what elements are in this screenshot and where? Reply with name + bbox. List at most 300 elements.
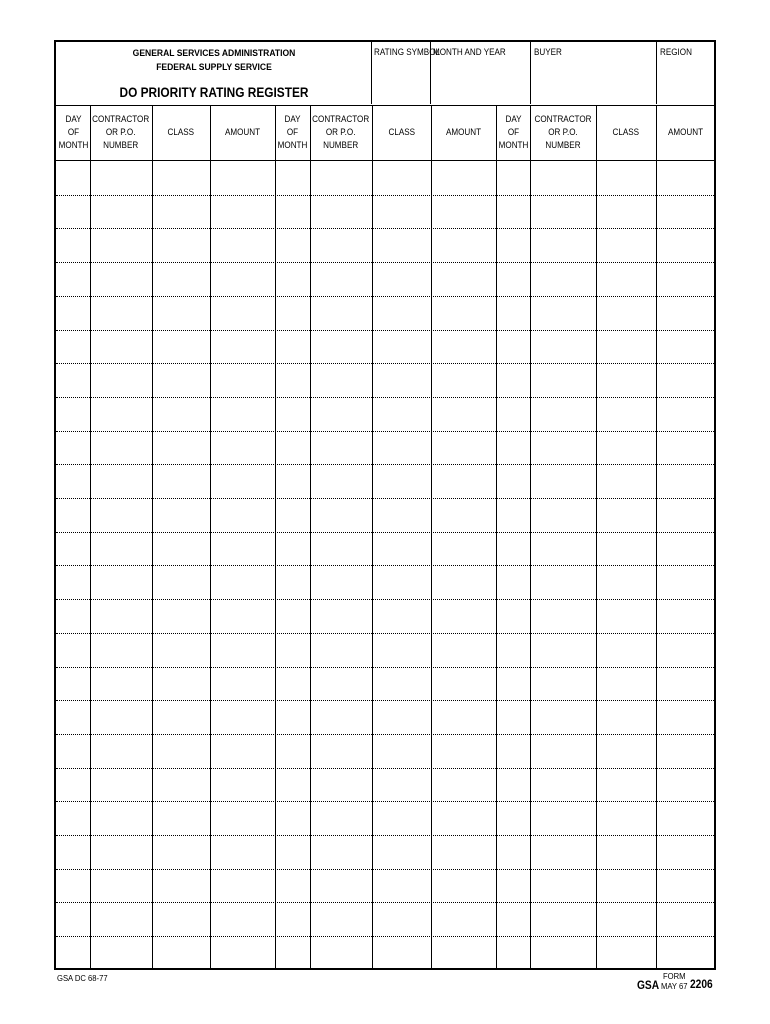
entry-cell-contractor[interactable] [90,801,152,835]
entry-cell-contractor[interactable] [530,431,596,465]
entry-cell-amount[interactable] [431,599,496,633]
column-header-text: MONTH [277,140,308,150]
entry-cell-contractor[interactable] [310,869,372,903]
entry-cell-contractor[interactable] [90,869,152,903]
entry-cell-class[interactable] [596,431,656,465]
entry-cell-class[interactable] [596,869,656,903]
entry-cell-contractor[interactable] [310,633,372,667]
column-header-day [275,106,310,159]
entry-cell-contractor[interactable] [310,330,372,364]
entry-cell-amount[interactable] [431,161,496,195]
month-year-field[interactable] [431,42,531,104]
entry-cell-contractor[interactable] [530,869,596,903]
entry-cell-amount[interactable] [656,869,714,903]
entry-cell-class[interactable] [596,565,656,599]
entry-cell-amount[interactable] [656,633,714,667]
entry-cell-contractor[interactable] [530,532,596,566]
entry-cell-class[interactable] [152,161,210,195]
entry-cell-class[interactable] [372,195,431,229]
entry-cell-day[interactable] [275,464,310,498]
entry-cell-class[interactable] [152,700,210,734]
document-code: GSA DC 68-77 [57,973,108,983]
entry-cell-class[interactable] [372,161,431,195]
entry-cell-amount[interactable] [656,835,714,869]
entry-cell-contractor[interactable] [310,363,372,397]
entry-cell-class[interactable] [372,700,431,734]
entry-cell-day[interactable] [56,633,90,667]
entry-cell-class[interactable] [152,296,210,330]
entry-cell-class[interactable] [372,734,431,768]
entry-cell-day[interactable] [56,498,90,532]
entry-cell-contractor[interactable] [310,228,372,262]
entry-cell-contractor[interactable] [530,700,596,734]
entry-cell-amount[interactable] [210,363,275,397]
entry-cell-day[interactable] [275,902,310,936]
entry-cell-day[interactable] [56,228,90,262]
entry-cell-class[interactable] [596,532,656,566]
entry-cell-amount[interactable] [656,431,714,465]
entry-cell-day[interactable] [496,161,530,195]
entry-cell-class[interactable] [152,565,210,599]
entry-cell-day[interactable] [56,397,90,431]
entry-cell-class[interactable] [596,633,656,667]
entry-cell-contractor[interactable] [530,161,596,195]
entry-cell-amount[interactable] [210,734,275,768]
entry-cell-class[interactable] [152,734,210,768]
entry-cell-class[interactable] [372,397,431,431]
entry-cell-amount[interactable] [656,801,714,835]
entry-cell-contractor[interactable] [530,768,596,802]
entry-cell-class[interactable] [596,599,656,633]
entry-cell-day[interactable] [56,768,90,802]
entry-cell-amount[interactable] [656,464,714,498]
entry-cell-day[interactable] [496,195,530,229]
entry-cell-day[interactable] [275,431,310,465]
entry-cell-amount[interactable] [431,768,496,802]
entry-cell-contractor[interactable] [530,633,596,667]
entry-cell-contractor[interactable] [90,228,152,262]
entry-cell-class[interactable] [152,599,210,633]
entry-cell-amount[interactable] [656,296,714,330]
entry-cell-class[interactable] [596,700,656,734]
entry-cell-class[interactable] [596,835,656,869]
entry-cell-day[interactable] [496,363,530,397]
entry-cell-amount[interactable] [656,262,714,296]
entry-cell-day[interactable] [56,296,90,330]
entry-cell-contractor[interactable] [90,195,152,229]
entry-cell-contractor[interactable] [90,161,152,195]
entry-cell-amount[interactable] [210,667,275,701]
entry-cell-day[interactable] [496,667,530,701]
entry-cell-day[interactable] [275,532,310,566]
entry-cell-class[interactable] [152,532,210,566]
entry-cell-day[interactable] [496,599,530,633]
entry-cell-amount[interactable] [210,599,275,633]
entry-cell-day[interactable] [275,161,310,195]
entry-cell-day[interactable] [56,161,90,195]
entry-cell-day[interactable] [496,296,530,330]
entry-cell-class[interactable] [596,397,656,431]
entry-cell-day[interactable] [496,431,530,465]
entry-cell-class[interactable] [152,363,210,397]
entry-cell-amount[interactable] [431,869,496,903]
entry-cell-day[interactable] [56,869,90,903]
entry-cell-contractor[interactable] [310,565,372,599]
entry-cell-amount[interactable] [431,633,496,667]
entry-cell-amount[interactable] [656,532,714,566]
column-header-contractor [310,106,372,159]
entry-cell-contractor[interactable] [310,397,372,431]
entry-cell-day[interactable] [275,734,310,768]
entry-cell-class[interactable] [596,228,656,262]
entry-cell-amount[interactable] [431,464,496,498]
entry-cell-class[interactable] [596,768,656,802]
entry-cell-class[interactable] [372,262,431,296]
entry-cell-class[interactable] [372,330,431,364]
entry-cell-amount[interactable] [656,498,714,532]
entry-cell-class[interactable] [372,363,431,397]
entry-cell-day[interactable] [56,431,90,465]
entry-cell-contractor[interactable] [310,902,372,936]
entry-cell-amount[interactable] [656,228,714,262]
entry-cell-contractor[interactable] [310,835,372,869]
entry-cell-amount[interactable] [431,363,496,397]
entry-cell-class[interactable] [596,667,656,701]
entry-cell-day[interactable] [275,801,310,835]
entry-cell-amount[interactable] [210,902,275,936]
entry-cell-amount[interactable] [431,565,496,599]
entry-cell-class[interactable] [372,296,431,330]
entry-cell-amount[interactable] [656,330,714,364]
entry-cell-class[interactable] [596,161,656,195]
entry-cell-class[interactable] [596,801,656,835]
entry-cell-day[interactable] [496,228,530,262]
entry-cell-contractor[interactable] [310,296,372,330]
entry-cell-class[interactable] [372,532,431,566]
entry-cell-amount[interactable] [431,228,496,262]
entry-cell-contractor[interactable] [90,902,152,936]
entry-cell-day[interactable] [496,532,530,566]
entry-cell-contractor[interactable] [310,734,372,768]
entry-cell-contractor[interactable] [310,667,372,701]
entry-cell-day[interactable] [275,835,310,869]
entry-cell-class[interactable] [372,464,431,498]
entry-cell-class[interactable] [596,902,656,936]
entry-cell-class[interactable] [152,464,210,498]
entry-cell-day[interactable] [56,801,90,835]
entry-cell-day[interactable] [275,936,310,970]
entry-cell-class[interactable] [596,330,656,364]
entry-cell-amount[interactable] [656,768,714,802]
entry-cell-class[interactable] [596,734,656,768]
entry-cell-amount[interactable] [431,330,496,364]
entry-cell-contractor[interactable] [310,262,372,296]
entry-cell-day[interactable] [496,633,530,667]
entry-cell-contractor[interactable] [310,801,372,835]
entry-cell-class[interactable] [596,262,656,296]
entry-cell-class[interactable] [596,195,656,229]
entry-cell-amount[interactable] [656,363,714,397]
entry-cell-day[interactable] [56,195,90,229]
entry-cell-contractor[interactable] [310,936,372,970]
entry-cell-amount[interactable] [431,936,496,970]
entry-cell-amount[interactable] [210,195,275,229]
entry-cell-day[interactable] [275,633,310,667]
entry-cell-contractor[interactable] [530,599,596,633]
entry-cell-amount[interactable] [210,161,275,195]
entry-cell-day[interactable] [496,801,530,835]
entry-cell-amount[interactable] [656,936,714,970]
entry-cell-amount[interactable] [431,296,496,330]
buyer-field[interactable] [531,42,657,104]
entry-cell-amount[interactable] [656,667,714,701]
entry-cell-class[interactable] [372,667,431,701]
entry-cell-amount[interactable] [210,633,275,667]
entry-cell-amount[interactable] [210,700,275,734]
entry-cell-day[interactable] [496,936,530,970]
entry-cell-class[interactable] [372,936,431,970]
entry-cell-amount[interactable] [656,161,714,195]
entry-cell-day[interactable] [56,262,90,296]
entry-cell-day[interactable] [56,532,90,566]
column-header-text: OF [286,127,299,137]
entry-cell-class[interactable] [152,801,210,835]
entry-cell-amount[interactable] [656,700,714,734]
entry-cell-amount[interactable] [431,734,496,768]
entry-cell-day[interactable] [56,565,90,599]
entry-cell-day[interactable] [496,397,530,431]
entry-cell-contractor[interactable] [530,565,596,599]
entry-cell-contractor[interactable] [530,228,596,262]
entry-cell-contractor[interactable] [90,667,152,701]
entry-cell-amount[interactable] [210,768,275,802]
entry-cell-contractor[interactable] [310,599,372,633]
entry-cell-amount[interactable] [431,431,496,465]
entry-cell-contractor[interactable] [530,801,596,835]
entry-cell-class[interactable] [152,936,210,970]
entry-cell-day[interactable] [275,498,310,532]
entry-cell-class[interactable] [596,296,656,330]
entry-cell-day[interactable] [275,330,310,364]
entry-cell-day[interactable] [496,902,530,936]
entry-cell-amount[interactable] [210,869,275,903]
entry-cell-contractor[interactable] [90,734,152,768]
entry-cell-class[interactable] [372,565,431,599]
entry-cell-day[interactable] [56,667,90,701]
entry-cell-contractor[interactable] [90,330,152,364]
entry-cell-class[interactable] [596,936,656,970]
entry-cell-class[interactable] [152,330,210,364]
entry-cell-amount[interactable] [210,532,275,566]
entry-cell-day[interactable] [275,195,310,229]
entry-cell-contractor[interactable] [530,262,596,296]
entry-cell-contractor[interactable] [530,734,596,768]
entry-cell-amount[interactable] [656,902,714,936]
entry-cell-amount[interactable] [656,734,714,768]
entry-cell-amount[interactable] [431,397,496,431]
entry-cell-contractor[interactable] [530,330,596,364]
entry-cell-class[interactable] [372,498,431,532]
entry-cell-amount[interactable] [431,667,496,701]
entry-cell-amount[interactable] [210,228,275,262]
column-header-text: CONTRACTOR [92,114,150,124]
entry-cell-contractor[interactable] [530,936,596,970]
entry-cell-day[interactable] [496,498,530,532]
entry-cell-class[interactable] [372,801,431,835]
entry-cell-amount[interactable] [656,565,714,599]
entry-cell-contractor[interactable] [90,835,152,869]
entry-cell-day[interactable] [496,768,530,802]
entry-cell-day[interactable] [496,700,530,734]
entry-cell-class[interactable] [152,667,210,701]
entry-cell-contractor[interactable] [90,599,152,633]
entry-cell-class[interactable] [596,498,656,532]
entry-cell-class[interactable] [152,633,210,667]
entry-cell-day[interactable] [275,768,310,802]
entry-cell-class[interactable] [372,869,431,903]
entry-cell-contractor[interactable] [310,498,372,532]
entry-cell-class[interactable] [152,869,210,903]
entry-cell-class[interactable] [152,228,210,262]
entry-cell-class[interactable] [372,431,431,465]
entry-cell-day[interactable] [496,734,530,768]
entry-cell-amount[interactable] [656,195,714,229]
entry-cell-contractor[interactable] [310,768,372,802]
entry-cell-day[interactable] [56,599,90,633]
entry-cell-day[interactable] [496,835,530,869]
entry-cell-day[interactable] [496,869,530,903]
entry-cell-contractor[interactable] [530,363,596,397]
entry-cell-contractor[interactable] [530,667,596,701]
entry-cell-contractor[interactable] [90,431,152,465]
entry-cell-contractor[interactable] [90,532,152,566]
entry-cell-contractor[interactable] [310,431,372,465]
entry-cell-contractor[interactable] [310,700,372,734]
entry-cell-amount[interactable] [431,700,496,734]
entry-cell-amount[interactable] [431,532,496,566]
entry-cell-class[interactable] [596,464,656,498]
entry-cell-contractor[interactable] [530,296,596,330]
column-header-day [496,106,530,159]
entry-cell-day[interactable] [275,262,310,296]
entry-cell-day[interactable] [275,397,310,431]
entry-cell-class[interactable] [152,835,210,869]
entry-cell-day[interactable] [56,363,90,397]
entry-cell-contractor[interactable] [530,835,596,869]
entry-cell-contractor[interactable] [310,161,372,195]
entry-cell-day[interactable] [275,296,310,330]
entry-cell-day[interactable] [275,700,310,734]
entry-cell-contractor[interactable] [530,464,596,498]
entry-cell-class[interactable] [152,498,210,532]
entry-cell-amount[interactable] [656,599,714,633]
entry-cell-class[interactable] [152,195,210,229]
entry-cell-day[interactable] [56,936,90,970]
entry-cell-day[interactable] [275,599,310,633]
entry-cell-amount[interactable] [210,835,275,869]
entry-cell-class[interactable] [372,633,431,667]
entry-cell-contractor[interactable] [90,768,152,802]
entry-cell-contractor[interactable] [530,902,596,936]
entry-cell-amount[interactable] [656,397,714,431]
entry-cell-class[interactable] [372,902,431,936]
entry-cell-day[interactable] [56,835,90,869]
entry-cell-contractor[interactable] [310,532,372,566]
entry-cell-amount[interactable] [431,902,496,936]
entry-cell-class[interactable] [152,397,210,431]
entry-cell-day[interactable] [56,330,90,364]
entry-cell-contractor[interactable] [90,296,152,330]
entry-cell-contractor[interactable] [530,195,596,229]
entry-cell-contractor[interactable] [530,397,596,431]
entry-cell-amount[interactable] [210,330,275,364]
entry-cell-contractor[interactable] [90,498,152,532]
entry-cell-class[interactable] [372,599,431,633]
entry-cell-day[interactable] [56,700,90,734]
entry-cell-contractor[interactable] [310,195,372,229]
entry-cell-amount[interactable] [210,801,275,835]
entry-cell-day[interactable] [496,464,530,498]
entry-cell-amount[interactable] [431,801,496,835]
entry-cell-contractor[interactable] [90,936,152,970]
entry-cell-amount[interactable] [210,464,275,498]
entry-cell-contractor[interactable] [90,262,152,296]
entry-cell-class[interactable] [372,835,431,869]
entry-cell-contractor[interactable] [90,633,152,667]
entry-cell-amount[interactable] [210,262,275,296]
entry-cell-contractor[interactable] [90,397,152,431]
entry-cell-amount[interactable] [210,397,275,431]
entry-cell-class[interactable] [372,228,431,262]
entry-cell-amount[interactable] [431,262,496,296]
entry-cell-class[interactable] [152,431,210,465]
entry-cell-day[interactable] [56,902,90,936]
entry-cell-day[interactable] [56,734,90,768]
entry-cell-day[interactable] [275,363,310,397]
entry-cell-contractor[interactable] [90,700,152,734]
entry-cell-day[interactable] [496,330,530,364]
entry-cell-day[interactable] [496,262,530,296]
entry-cell-contractor[interactable] [530,498,596,532]
entry-cell-amount[interactable] [210,936,275,970]
entry-cell-amount[interactable] [431,835,496,869]
entry-cell-class[interactable] [596,363,656,397]
entry-cell-day[interactable] [275,228,310,262]
entry-cell-contractor[interactable] [90,464,152,498]
region-field[interactable] [657,42,714,104]
entry-cell-contractor[interactable] [90,565,152,599]
entry-cell-class[interactable] [152,768,210,802]
entry-cell-amount[interactable] [210,431,275,465]
entry-cell-amount[interactable] [431,195,496,229]
entry-cell-amount[interactable] [210,296,275,330]
entry-cell-amount[interactable] [210,565,275,599]
entry-cell-class[interactable] [372,768,431,802]
entry-cell-day[interactable] [275,565,310,599]
entry-cell-amount[interactable] [431,498,496,532]
entry-cell-amount[interactable] [210,498,275,532]
entry-cell-day[interactable] [56,464,90,498]
entry-cell-contractor[interactable] [90,363,152,397]
entry-cell-day[interactable] [275,869,310,903]
footer-agency: GSA [637,978,660,992]
entry-cell-class[interactable] [152,902,210,936]
entry-cell-day[interactable] [496,565,530,599]
rating-symbol-field[interactable] [372,42,441,104]
entry-cell-contractor[interactable] [310,464,372,498]
entry-cell-class[interactable] [152,262,210,296]
entry-cell-day[interactable] [275,667,310,701]
